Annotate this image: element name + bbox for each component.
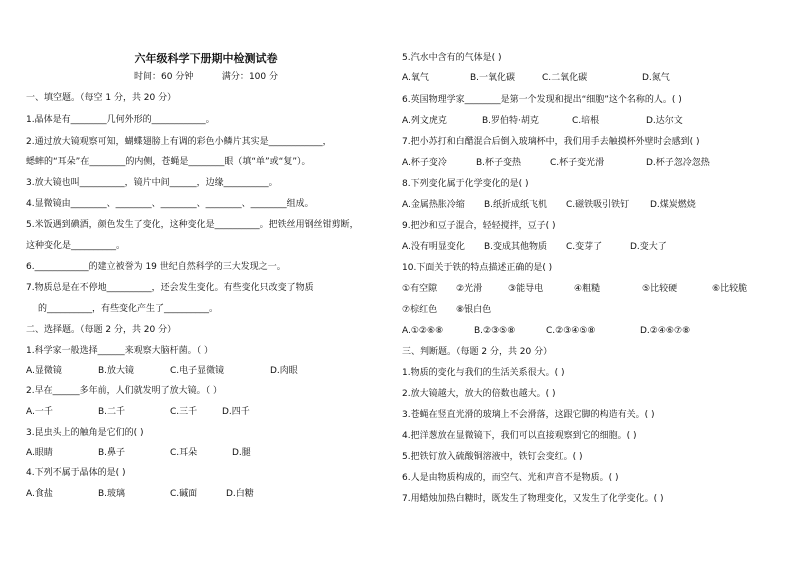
choice-2: 2.早在______多年前，人们就发明了放大镜。（ ） [26, 386, 222, 396]
choice-4-options [26, 489, 254, 500]
judgment-5: 5.把铁钉放入硫酸铜溶液中，铁钉会变红。( ) [402, 452, 583, 462]
option: D.腿 [232, 448, 251, 458]
choice-7: 7.把小苏打和白醋混合后倒入玻璃杯中，我们用手去触摸杯外壁时会感到( ) [402, 137, 700, 147]
question-2b: 蟋蟀的“耳朵”在________的内侧，苍蝇是________眼（填“单”或“复”）。 [26, 157, 311, 167]
exam-meta: 时间：60 分钟 满分：100 分 [134, 72, 278, 82]
option: A.氧气 [402, 73, 429, 83]
option: A.没有明显变化 [402, 242, 465, 252]
option: B.放大镜 [98, 366, 135, 376]
judgment-3: 3.苍蝇在竖直光滑的玻璃上不会滑落，这跟它脚的构造有关。( ) [402, 410, 655, 420]
option: A.杯子变冷 [402, 158, 447, 168]
option: A.显微镜 [26, 366, 62, 376]
choice-5: 5.汽水中含有的气体是( ) [402, 53, 502, 63]
question-7b: 的__________，有些变化产生了__________。 [38, 304, 219, 314]
option: B.玻璃 [98, 489, 126, 499]
option: B.②③⑤⑧ [474, 326, 516, 336]
question-2a: 2.通过放大镜观察可知，蝴蝶翅膀上有调的彩色小鳞片其实是____________， [26, 137, 332, 147]
choice-10-options [402, 326, 690, 337]
option: C.碱面 [170, 489, 198, 499]
item: ⑥比较脆 [712, 284, 748, 294]
choice-9: 9.把沙和豆子混合，轻轻搅拌，豆子( ) [402, 221, 556, 231]
option: A.金属热胀冷缩 [402, 200, 465, 210]
option: B.杯子变热 [476, 158, 522, 168]
item: ⑤比较硬 [642, 284, 678, 294]
option: D.杯子忽冷忽热 [646, 158, 710, 168]
option: D.②④⑥⑦⑧ [640, 326, 691, 336]
item: ②光滑 [456, 284, 483, 294]
choice-2-options [26, 407, 250, 418]
option: A.一千 [26, 407, 53, 417]
option: C.②③④⑤⑧ [546, 326, 596, 336]
choice-10-items-a [402, 284, 747, 295]
option: C.培根 [572, 116, 600, 126]
option: D.达尔文 [646, 116, 683, 126]
option: A.列文虎克 [402, 116, 447, 126]
option: C.耳朵 [170, 448, 198, 458]
option: D.肉眼 [270, 366, 298, 376]
option: C.变芽了 [566, 242, 603, 252]
judgment-2: 2.放大镜越大，放大的倍数也越大。( ) [402, 389, 556, 399]
option: B.纸折成纸飞机 [484, 200, 548, 210]
option: C.磁铁吸引铁钉 [566, 200, 630, 210]
question-6: 6.____________的建立被誉为 19 世纪自然科学的三大发现之一。 [26, 262, 286, 272]
option: C.电子显微镜 [170, 366, 225, 376]
option: C.杯子变光滑 [550, 158, 605, 168]
choice-3: 3.昆虫头上的触角是它们的( ) [26, 428, 144, 438]
judgment-1: 1.物质的变化与我们的生活关系很大。( ) [402, 368, 565, 378]
judgment-6: 6.人是由物质构成的，而空气、光和声音不是物质。( ) [402, 473, 619, 483]
question-5a: 5.米饭遇到碘酒，颜色发生了变化，这种变化是__________。把铁丝用钢丝钳剪断， [26, 220, 359, 230]
option: B.变成其他物质 [484, 242, 548, 252]
choice-6: 6.英国物理学家________是第一个发现和提出“细胞”这个名称的人。( ) [402, 95, 682, 105]
item: ④粗糙 [574, 284, 601, 294]
choice-8-options [402, 200, 696, 211]
choice-5-options [402, 73, 670, 84]
choice-8: 8.下列变化属于化学变化的是( ) [402, 179, 529, 189]
section-choice: 二、选择题。（每题 2 分，共 20 分） [26, 325, 177, 335]
option: B.罗伯特·胡克 [482, 116, 539, 126]
option: D.变大了 [630, 242, 667, 252]
choice-7-options [402, 158, 710, 169]
option: B.二千 [98, 407, 126, 417]
choice-9-options [402, 242, 667, 253]
choice-1: 1.科学家一般选择______来观察大脑杆菌。（ ） [26, 346, 213, 356]
choice-10: 10.下面关于铁的特点描述正确的是( ) [402, 263, 553, 273]
item: ③能导电 [508, 284, 544, 294]
option: A.眼睛 [26, 448, 53, 458]
option: A.食盐 [26, 489, 53, 499]
exam-title: 六年级科学下册期中检测试卷 [134, 52, 278, 65]
item: ①有空隙 [402, 284, 438, 294]
question-7a: 7.物质总是在不停地__________，还会发生变化。有些变化只改变了物质 [26, 283, 314, 293]
choice-4: 4.下列不属于晶体的是( ) [26, 468, 126, 478]
choice-1-options [26, 366, 298, 377]
item: ⑦棕红色 [402, 305, 438, 315]
item: ⑧银白色 [456, 305, 492, 315]
option: D.氮气 [642, 73, 670, 83]
option: B.一氧化碳 [470, 73, 516, 83]
question-4: 4.显微镜由________、________、________、________、________组成。 [26, 199, 314, 209]
question-3: 3.放大镜也叫__________，镜片中间______，边缘__________。 [26, 178, 278, 188]
section-judgment: 三、判断题。（每题 2 分，共 20 分） [402, 347, 553, 357]
choice-10-items-b [402, 305, 491, 316]
option: C.三千 [170, 407, 198, 417]
question-1: 1.晶体是有________几何外形的____________。 [26, 115, 215, 125]
option: D.白糖 [226, 489, 254, 499]
option: C.二氧化碳 [542, 73, 588, 83]
option: D.煤炭燃烧 [650, 200, 696, 210]
choice-3-options [26, 448, 251, 459]
question-5b: 这种变化是__________。 [26, 241, 126, 251]
choice-6-options [402, 116, 683, 127]
judgment-7: 7.用蜡烛加热白糖时，既发生了物理变化，又发生了化学变化。( ) [402, 494, 664, 504]
option: A.①②⑥⑧ [402, 326, 444, 336]
option: B.鼻子 [98, 448, 126, 458]
section-fill-blank: 一、填空题。（每空 1 分，共 20 分） [26, 93, 177, 103]
option: D.四千 [222, 407, 250, 417]
judgment-4: 4.把洋葱放在显微镜下，我们可以直接观察到它的细胞。( ) [402, 431, 637, 441]
